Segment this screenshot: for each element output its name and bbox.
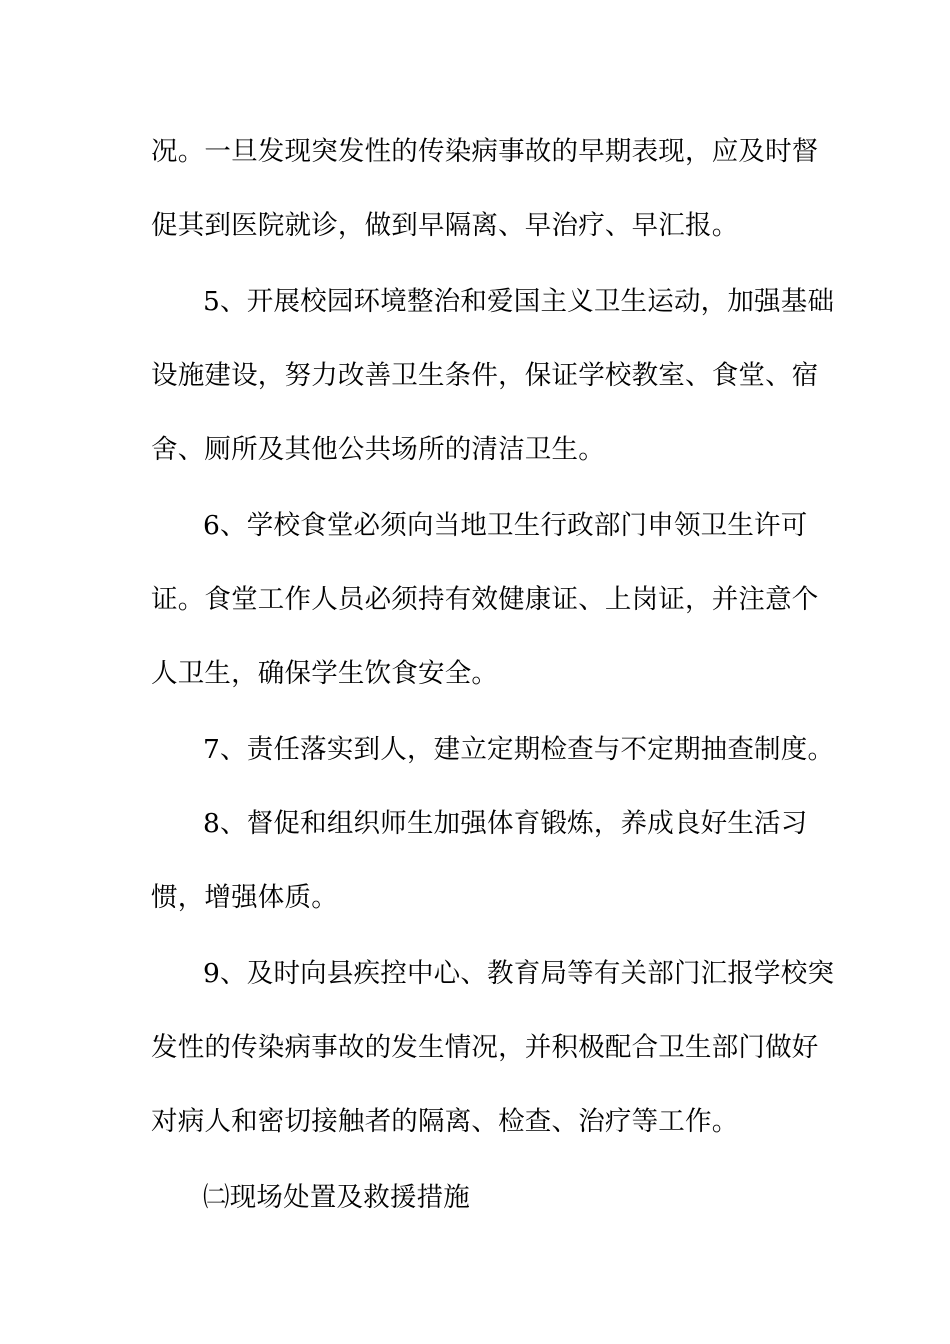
text-line: 促其到医院就诊，做到早隔离、早治疗、早汇报。 [151, 210, 739, 241]
text-line: 发性的传染病事故的发生情况，并积极配合卫生部门做好 [151, 1032, 819, 1063]
text-line: 舍、厕所及其他公共场所的清洁卫生。 [151, 434, 605, 465]
text-line: 对病人和密切接触者的隔离、检查、治疗等工作。 [151, 1106, 739, 1137]
paragraph-8-start: 8、督促和组织师生加强体育锻炼，养成良好生活习 [203, 808, 808, 839]
paragraph-7: 7、责任落实到人，建立定期检查与不定期抽查制度。 [203, 734, 835, 765]
text-line: 惯，增强体质。 [151, 882, 338, 913]
text-line: 况。一旦发现突发性的传染病事故的早期表现，应及时督 [151, 136, 819, 167]
text-line: 证。食堂工作人员必须持有效健康证、上岗证，并注意个 [151, 584, 819, 615]
text-line: 设施建设，努力改善卫生条件，保证学校教室、食堂、宿 [151, 360, 819, 391]
section-heading: ㈡现场处置及救援措施 [203, 1182, 470, 1213]
paragraph-6-start: 6、学校食堂必须向当地卫生行政部门申领卫生许可 [203, 510, 808, 541]
paragraph-9-start: 9、及时向县疾控中心、教育局等有关部门汇报学校突 [203, 958, 835, 989]
text-line: 人卫生，确保学生饮食安全。 [151, 658, 499, 689]
paragraph-5-start: 5、开展校园环境整治和爱国主义卫生运动，加强基础 [203, 286, 835, 317]
